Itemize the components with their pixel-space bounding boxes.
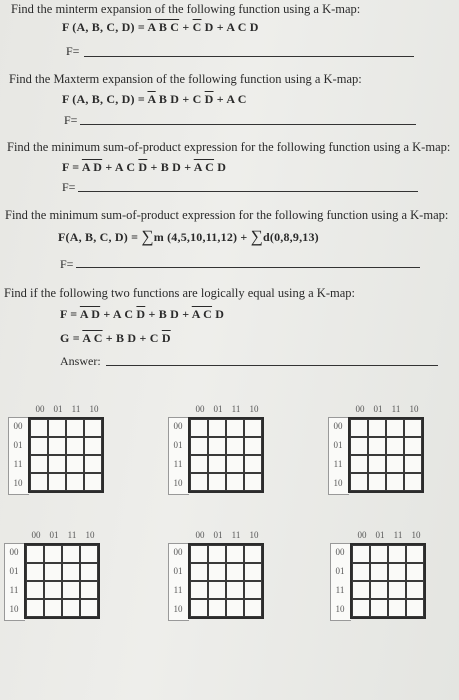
kmap-cell[interactable] <box>48 437 66 455</box>
q3-eq-lhs: F = <box>62 160 82 174</box>
kmap-cell[interactable] <box>190 581 208 599</box>
kmap-row-label: 00 <box>173 547 183 557</box>
q4-prompt: Find the minimum sum-of-product expression for the following function using a K-map: <box>5 208 449 222</box>
kmap-cell[interactable] <box>208 545 226 563</box>
q1-eq-term: A B C <box>147 20 180 34</box>
q5-equation-g <box>60 331 171 346</box>
q4-eq-dontcares: d(0,8,9,13) <box>263 230 319 244</box>
q1-prompt: Find the minterm expansion of the following function using a K-map: <box>11 2 361 16</box>
kmap-cell[interactable] <box>48 455 66 473</box>
kmap-col-label: 01 <box>375 530 385 540</box>
q1-eq-term: D + A C D <box>201 20 259 34</box>
kmap-row-label: 11 <box>333 459 343 469</box>
q4-eq-minterms: m (4,5,10,11,12) + <box>153 230 251 244</box>
kmap-col-label: 10 <box>85 530 95 540</box>
kmap <box>168 530 268 626</box>
kmap-cell[interactable] <box>62 563 80 581</box>
q1-eq-term: $\overline{C}$ <box>192 20 202 34</box>
kmap-cell[interactable] <box>80 581 98 599</box>
kmap-cell[interactable] <box>352 563 370 581</box>
kmap-cell[interactable] <box>44 545 62 563</box>
kmap-cell[interactable] <box>388 563 406 581</box>
kmap-cell[interactable] <box>66 437 84 455</box>
q5-f-term: D <box>212 307 225 321</box>
kmap-row-label: 11 <box>9 585 19 595</box>
kmap-col-label: 00 <box>195 404 205 414</box>
kmap-cell[interactable] <box>350 419 368 437</box>
kmap-col-label: 11 <box>71 404 81 414</box>
kmap-cell[interactable] <box>84 437 102 455</box>
kmap-row-label: 10 <box>9 604 19 614</box>
kmap-cell[interactable] <box>406 545 424 563</box>
kmap-cell[interactable] <box>406 563 424 581</box>
q2-eq-term: + A C <box>213 92 247 106</box>
q3-answer-line[interactable] <box>78 191 418 192</box>
kmap-cell[interactable] <box>190 563 208 581</box>
kmap-cell[interactable] <box>208 437 226 455</box>
kmap-grid <box>348 417 424 493</box>
q3-eq-term: A D <box>81 160 103 174</box>
kmap-col-label: 11 <box>67 530 77 540</box>
kmap-cell[interactable] <box>244 581 262 599</box>
kmap-row-label: 00 <box>173 421 183 431</box>
kmap-cell[interactable] <box>406 581 424 599</box>
kmap-cell[interactable] <box>352 581 370 599</box>
kmap-row-label: 11 <box>13 459 23 469</box>
kmap-cell[interactable] <box>48 419 66 437</box>
kmap-row-label: 10 <box>173 478 183 488</box>
q5-f-term: + B D + <box>145 307 192 321</box>
kmap <box>8 404 108 500</box>
kmap-grid <box>28 417 104 493</box>
kmap-cell[interactable] <box>62 599 80 617</box>
kmap-cell[interactable] <box>26 581 44 599</box>
kmap-cell[interactable] <box>208 599 226 617</box>
q4-equation <box>58 227 319 247</box>
kmap-cell[interactable] <box>190 473 208 491</box>
kmap-cell[interactable] <box>208 419 226 437</box>
kmap-col-label: 11 <box>391 404 401 414</box>
kmap-cell[interactable] <box>26 563 44 581</box>
q3-answer-label: F= <box>62 180 76 194</box>
kmap-cell[interactable] <box>352 545 370 563</box>
kmap <box>330 530 430 626</box>
kmap-col-label: 00 <box>35 404 45 414</box>
q5-answer-line[interactable] <box>106 365 438 366</box>
kmap-row-label: 11 <box>173 585 183 595</box>
q5-equation-f <box>60 307 224 322</box>
kmap-col-label: 01 <box>373 404 383 414</box>
kmap-row-label: 01 <box>9 566 19 576</box>
q1-answer-label: F= <box>66 44 80 58</box>
q2-equation <box>62 92 247 107</box>
sigma-icon: ∑ <box>141 227 154 246</box>
kmap <box>328 404 428 500</box>
kmap-cell[interactable] <box>66 473 84 491</box>
kmap-row-label: 01 <box>13 440 23 450</box>
kmap-cell[interactable] <box>244 419 262 437</box>
kmap-col-label: 01 <box>49 530 59 540</box>
kmap-cell[interactable] <box>44 581 62 599</box>
q3-eq-term: + A C <box>102 160 139 174</box>
kmap-cell[interactable] <box>226 563 244 581</box>
kmap-cell[interactable] <box>404 455 422 473</box>
kmap-cell[interactable] <box>226 599 244 617</box>
kmap-cell[interactable] <box>370 599 388 617</box>
kmap-cell[interactable] <box>226 419 244 437</box>
kmap-row-label: 01 <box>173 566 183 576</box>
kmap-cell[interactable] <box>244 563 262 581</box>
kmap <box>4 530 104 626</box>
kmap-cell[interactable] <box>208 581 226 599</box>
kmap-cell[interactable] <box>190 545 208 563</box>
kmap-cell[interactable] <box>388 599 406 617</box>
kmap-row-label: 00 <box>335 547 345 557</box>
q5-g-term: + B D + C <box>102 331 162 345</box>
kmap-cell[interactable] <box>66 455 84 473</box>
kmap-cell[interactable] <box>30 473 48 491</box>
q3-eq-term: A C <box>193 160 215 174</box>
kmap-cell[interactable] <box>226 437 244 455</box>
kmap-col-label: 00 <box>355 404 365 414</box>
kmap-cell[interactable] <box>244 437 262 455</box>
kmap-cell[interactable] <box>190 419 208 437</box>
kmap-col-label: 10 <box>89 404 99 414</box>
kmap-row-label: 00 <box>13 421 23 431</box>
kmap-cell[interactable] <box>48 473 66 491</box>
q2-eq-term: B D + C <box>155 92 205 106</box>
q5-f-term: + A C <box>100 307 137 321</box>
q3-eq-term: + B D + <box>147 160 194 174</box>
q2-eq-lhs: F (A, B, C, D) = <box>62 92 148 106</box>
kmap-cell[interactable] <box>226 545 244 563</box>
kmap-cell[interactable] <box>244 455 262 473</box>
kmap-cell[interactable] <box>208 455 226 473</box>
kmap-cell[interactable] <box>370 563 388 581</box>
kmap-cell[interactable] <box>26 599 44 617</box>
kmap-row-label: 10 <box>335 604 345 614</box>
kmap-row-label: 11 <box>173 459 183 469</box>
kmap-cell[interactable] <box>370 581 388 599</box>
kmap-cell[interactable] <box>226 473 244 491</box>
q1-eq-lhs: F (A, B, C, D) = <box>62 20 148 34</box>
kmap-row-label: 01 <box>333 440 343 450</box>
kmap-col-label: 11 <box>393 530 403 540</box>
kmap-cell[interactable] <box>44 563 62 581</box>
q5-g-term: $\overline{D}$ <box>161 331 171 345</box>
kmap-cell[interactable] <box>62 581 80 599</box>
kmap-cell[interactable] <box>368 437 386 455</box>
q3-eq-term: $\overline{D}$ <box>138 160 148 174</box>
kmap-cell[interactable] <box>66 419 84 437</box>
kmap-col-label: 01 <box>213 530 223 540</box>
kmap-cell[interactable] <box>244 599 262 617</box>
sigma-icon: ∑ <box>250 227 263 246</box>
kmap-cell[interactable] <box>388 581 406 599</box>
kmap-cell[interactable] <box>30 455 48 473</box>
kmap-cell[interactable] <box>190 437 208 455</box>
kmap-cell[interactable] <box>350 437 368 455</box>
kmap-cell[interactable] <box>404 437 422 455</box>
kmap-cell[interactable] <box>190 455 208 473</box>
kmap-cell[interactable] <box>368 419 386 437</box>
q5-g-lhs: G = <box>60 331 83 345</box>
kmap-cell[interactable] <box>350 455 368 473</box>
q1-answer-line[interactable] <box>84 56 414 57</box>
q2-answer-label: F= <box>64 113 78 127</box>
q5-answer-label: Answer: <box>60 354 101 368</box>
kmap-row-label: 11 <box>335 585 345 595</box>
kmap-cell[interactable] <box>84 455 102 473</box>
kmap-cell[interactable] <box>386 455 404 473</box>
q4-answer-label: F= <box>60 257 74 271</box>
q2-eq-term: $\overline{A}$ <box>147 92 156 106</box>
kmap-cell[interactable] <box>30 419 48 437</box>
q3-eq-term: D <box>214 160 227 174</box>
kmap-cell[interactable] <box>388 545 406 563</box>
q4-eq-lhs: F(A, B, C, D) = <box>58 230 142 244</box>
q2-answer-line[interactable] <box>80 124 416 125</box>
kmap-cell[interactable] <box>244 545 262 563</box>
kmap-col-label: 11 <box>231 404 241 414</box>
kmap-cell[interactable] <box>44 599 62 617</box>
kmap-row-label: 10 <box>13 478 23 488</box>
kmap-col-label: 01 <box>213 404 223 414</box>
kmap-cell[interactable] <box>226 581 244 599</box>
kmap-col-label: 11 <box>231 530 241 540</box>
q5-f-term: A C <box>191 307 213 321</box>
kmap-row-label: 10 <box>173 604 183 614</box>
kmap-cell[interactable] <box>386 437 404 455</box>
q1-eq-term: + <box>179 20 193 34</box>
q5-f-lhs: F = <box>60 307 80 321</box>
kmap-cell[interactable] <box>62 545 80 563</box>
q4-answer-line[interactable] <box>76 267 420 268</box>
kmap-cell[interactable] <box>244 473 262 491</box>
kmap-cell[interactable] <box>406 599 424 617</box>
kmap-cell[interactable] <box>84 473 102 491</box>
kmap-cell[interactable] <box>30 437 48 455</box>
kmap-cell[interactable] <box>80 599 98 617</box>
kmap-cell[interactable] <box>208 563 226 581</box>
kmap-col-label: 00 <box>357 530 367 540</box>
kmap-row-label: 01 <box>335 566 345 576</box>
kmap-cell[interactable] <box>26 545 44 563</box>
q3-prompt: Find the minimum sum-of-product expression for the following function using a K-map: <box>7 140 451 154</box>
kmap-cell[interactable] <box>404 419 422 437</box>
kmap-cell[interactable] <box>350 473 368 491</box>
q5-g-term: A C <box>82 331 103 345</box>
kmap-row-label: 00 <box>333 421 343 431</box>
kmap-row-label: 10 <box>333 478 343 488</box>
q2-eq-term: $\overline{D}$ <box>204 92 214 106</box>
kmap-cell[interactable] <box>208 473 226 491</box>
kmap-col-label: 10 <box>249 404 259 414</box>
kmap-cell[interactable] <box>386 473 404 491</box>
kmap-cell[interactable] <box>226 455 244 473</box>
kmap-cell[interactable] <box>80 545 98 563</box>
q5-f-term: A D <box>79 307 101 321</box>
kmap-cell[interactable] <box>84 419 102 437</box>
q2-prompt: Find the Maxterm expansion of the following function using a K-map: <box>9 72 362 86</box>
kmap-col-label: 10 <box>249 530 259 540</box>
kmap-col-label: 00 <box>31 530 41 540</box>
q3-equation <box>62 160 226 175</box>
kmap-col-label: 00 <box>195 530 205 540</box>
kmap-cell[interactable] <box>368 455 386 473</box>
kmap-col-label: 10 <box>409 404 419 414</box>
kmap-col-label: 01 <box>53 404 63 414</box>
kmap-cell[interactable] <box>368 473 386 491</box>
kmap-grid <box>350 543 426 619</box>
kmap-cell[interactable] <box>352 599 370 617</box>
kmap-row-label: 01 <box>173 440 183 450</box>
q1-equation <box>62 20 259 35</box>
kmap-grid <box>24 543 100 619</box>
kmap <box>168 404 268 500</box>
kmap-cell[interactable] <box>370 545 388 563</box>
kmap-grid <box>188 417 264 493</box>
kmap-row-label: 00 <box>9 547 19 557</box>
kmap-cell[interactable] <box>404 473 422 491</box>
q5-f-term: $\overline{D}$ <box>136 307 146 321</box>
q5-prompt: Find if the following two functions are logically equal using a K-map: <box>4 286 355 300</box>
kmap-col-label: 10 <box>411 530 421 540</box>
kmap-cell[interactable] <box>190 599 208 617</box>
kmap-cell[interactable] <box>386 419 404 437</box>
kmap-grid <box>188 543 264 619</box>
kmap-cell[interactable] <box>80 563 98 581</box>
